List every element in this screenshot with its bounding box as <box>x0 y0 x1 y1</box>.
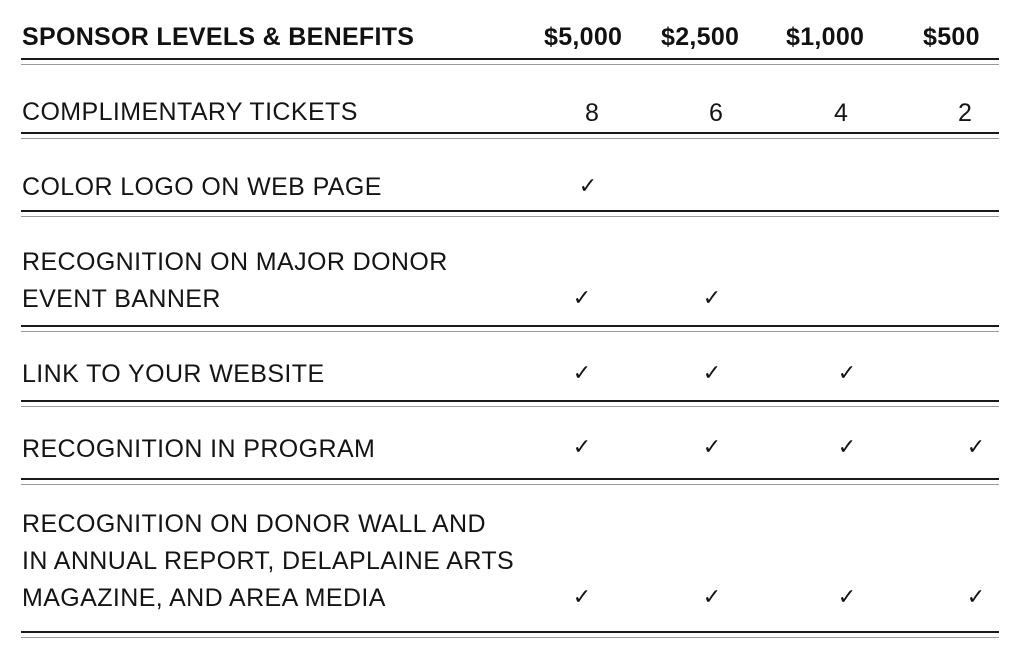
ticket-count-1000: 4 <box>834 99 848 127</box>
check-icon: ✓ <box>572 286 592 311</box>
level-header-2500: $2,500 <box>661 23 740 51</box>
check-icon: ✓ <box>578 174 598 199</box>
check-icon: ✓ <box>572 435 592 460</box>
check-icon: ✓ <box>966 585 986 610</box>
level-header-5000: $5,000 <box>544 23 623 51</box>
level-header-1000: $1,000 <box>786 23 865 51</box>
ticket-count-500: 2 <box>958 99 972 127</box>
benefit-label-program: RECOGNITION IN PROGRAM <box>22 435 376 463</box>
check-icon: ✓ <box>702 286 722 311</box>
check-icon: ✓ <box>572 361 592 386</box>
check-icon: ✓ <box>702 435 722 460</box>
ticket-count-5000: 8 <box>585 99 599 127</box>
row-divider <box>21 325 999 327</box>
benefit-label-website-link: LINK TO YOUR WEBSITE <box>22 360 325 388</box>
check-icon: ✓ <box>837 585 857 610</box>
check-icon: ✓ <box>966 435 986 460</box>
table-title: SPONSOR LEVELS & BENEFITS <box>22 23 415 51</box>
row-divider <box>21 478 999 480</box>
ticket-count-2500: 6 <box>709 99 723 127</box>
check-icon: ✓ <box>702 361 722 386</box>
benefit-label-tickets: COMPLIMENTARY TICKETS <box>22 98 358 126</box>
row-divider <box>21 400 999 402</box>
check-icon: ✓ <box>837 435 857 460</box>
benefit-label-banner: RECOGNITION ON MAJOR DONOR EVENT BANNER <box>22 248 448 313</box>
check-icon: ✓ <box>837 361 857 386</box>
header-divider <box>21 58 999 60</box>
row-divider <box>21 210 999 212</box>
bottom-divider <box>21 631 999 633</box>
level-header-500: $500 <box>923 23 980 51</box>
benefit-label-donor-wall: RECOGNITION ON DONOR WALL AND IN ANNUAL REPORT, DELAPLAINE ARTS MAGAZINE, AND AREA MEDIA <box>22 510 515 612</box>
row-divider <box>21 132 999 134</box>
check-icon: ✓ <box>702 585 722 610</box>
check-icon: ✓ <box>572 585 592 610</box>
benefit-label-color-logo: COLOR LOGO ON WEB PAGE <box>22 173 382 201</box>
